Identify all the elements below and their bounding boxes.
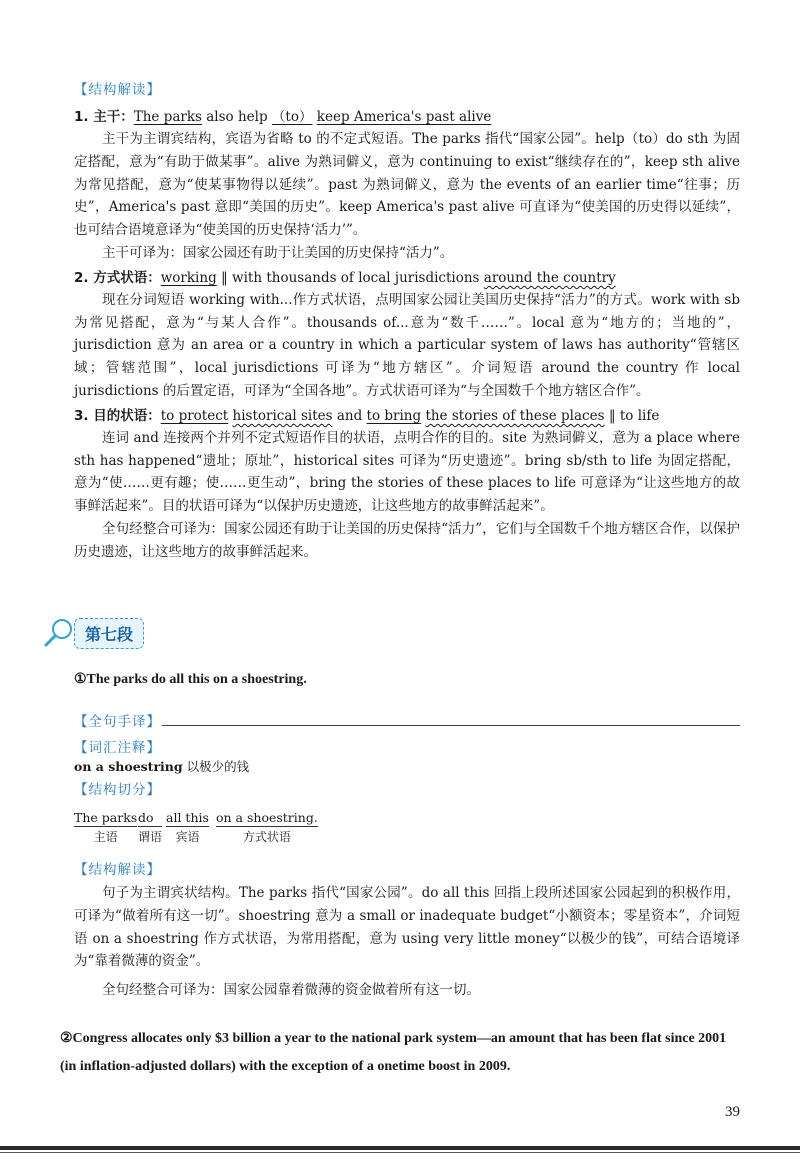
- translation-answer-line[interactable]: [162, 725, 740, 726]
- main-clause-heading: [74, 106, 740, 128]
- purpose-adverbial-heading: [74, 405, 740, 427]
- bring-segment: to bring: [366, 407, 422, 424]
- purpose-adverbial-label: 3. 目的状语：: [74, 407, 161, 424]
- sentence-1-block: [74, 668, 740, 798]
- cut-segment-subject: [74, 810, 137, 845]
- sentence-2-block: [60, 1025, 740, 1081]
- protect-segment: to protect: [160, 407, 229, 424]
- cut-segment-verb: [138, 810, 162, 845]
- sentence-2: ②Congress allocates only $3 billion a year to the national park system—an amount that has been flat since 2001 (in inflation-adjusted dollars) with the exception of a onetime boost in 2009.: [60, 1031, 727, 1074]
- sentence-1-reading-tag: 【结构解读】: [74, 862, 161, 878]
- manner-adverbial-label: 2. 方式状语：: [74, 269, 161, 286]
- vocab-tag: 【词汇注释】: [74, 740, 161, 756]
- structure-reading-block: [74, 78, 740, 564]
- subject-segment: The parks: [133, 109, 202, 125]
- search-icon: [42, 616, 76, 650]
- cut-segment-cn: 主语: [93, 830, 118, 844]
- to-life-segment: ‖ to life: [604, 407, 660, 424]
- with-segment: ‖ with thousands of local jurisdictions: [216, 269, 484, 286]
- cut-segment-object: [166, 810, 209, 845]
- vocab-entry: [74, 756, 740, 778]
- cut-tag: 【结构切分】: [74, 782, 161, 798]
- page-number: 39: [725, 1104, 740, 1120]
- sentence-1-reading: [74, 858, 740, 1002]
- verb-segment: also help: [201, 109, 272, 125]
- sentence-1-full-translation: 全句经整合可译为：国家公园靠着微薄的资金做着所有这一切。: [102, 982, 480, 999]
- sentence-1: ①The parks do all this on a shoestring.: [74, 672, 307, 687]
- cut-segment-cn: 谓语: [138, 830, 163, 844]
- cut-segment-en: all this: [166, 810, 209, 825]
- cut-segment-en: on a shoestring.: [216, 810, 318, 825]
- section-title: 第七段: [74, 618, 144, 649]
- cut-segment-en: The parks: [74, 810, 138, 825]
- to-segment: （to）: [271, 109, 313, 125]
- manner-adverbial-body: 现在分词短语 working with...作方式状语，点明国家公园让美国历史保持“活力”的方式。work with sb 为常见搭配，意为“与某人合作”。thousands of...意为“数千……”。local 意为“地方的；当地的”，jurisdiction 意为 an area or a country in which a particular system of laws has authority“管辖区域；管辖范围”，local jurisdictions 可译为“地方辖区”。介词短语 around the country 作 local jurisdictions 的后置定语，可译为“全国各地”。方式状语可译为“与全国数千个地方辖区合作”。: [74, 291, 740, 399]
- cut-segment-adverbial: [216, 810, 318, 845]
- main-clause-summary: 主干可译为：国家公园还有助于让美国的历史保持“活力”。: [102, 244, 454, 261]
- section-heading: [42, 612, 242, 652]
- manner-adverbial-heading: [74, 267, 740, 289]
- stories-segment: the stories of these places: [425, 407, 605, 424]
- and-segment: and: [332, 407, 367, 424]
- historical-sites-segment: historical sites: [232, 407, 333, 424]
- main-clause-label: 1. 主干：: [74, 109, 134, 125]
- purpose-adverbial-body: 连词 and 连接两个并列不定式短语作目的状语，点明合作的目的。site 为熟词僻义，意为 a place where sth has happened“遗址；原址”，historical sites 可译为“历史遗迹”。bring sb/sth to life 为固定搭配，意为“使……更有趣；使……更生动”，bring the stories of these places to life 可意译为“让这些地方的故事鲜活起来”。目的状语可译为“以保护历史遗迹，让这些地方的故事鲜活起来”。: [74, 429, 740, 515]
- around-segment: around the country: [483, 269, 616, 286]
- footer-rule: [0, 1146, 800, 1150]
- full-translate-tag: 【全句手译】: [74, 714, 161, 730]
- cut-segment-cn: 方式状语: [242, 830, 291, 844]
- structure-reading-tag: 【结构解读】: [74, 82, 161, 98]
- vocab-meaning: 以极少的钱: [182, 759, 250, 774]
- footer-rule-thin: [0, 1152, 800, 1153]
- cut-segment-cn: 宾语: [175, 830, 200, 844]
- vocab-term: on a shoestring: [74, 759, 183, 774]
- object-segment: keep America's past alive: [316, 109, 492, 125]
- main-clause-body: 主干为主谓宾结构，宾语为省略 to 的不定式短语。The parks 指代“国家公园”。help（to）do sth 为固定搭配，意为“有助于做某事”。alive 为熟词僻义，意为 continuing to exist“继续存在的”，keep sth alive 为常见搭配，意为“使某事物得以延续”。past 为熟词僻义，意为 the events of an earlier time“往事；历史”，America's past 意即“美国的历史”。keep America's past alive 可直译为“使美国的历史得以延续”，也可结合语境意译为“使美国的历史保持‘活力’”。: [74, 131, 740, 239]
- sentence-1-reading-body: 句子为主谓宾状结构。The parks 指代“国家公园”。do all this 回指上段所述国家公园起到的积极作用，可译为“做着所有这一切”。shoestring 意为 a small or inadequate budget“小额资本；零星资本”，介词短语 on a shoestring 作方式状语，为常用搭配，意为 using very little money“以极少的钱”，可结合语境译为“靠着微薄的资金”。: [74, 885, 740, 970]
- full-translation: 全句经整合可译为：国家公园还有助于让美国的历史保持“活力”，它们与全国数千个地方辖区合作，以保护历史遗迹，让这些地方的故事鲜活起来。: [74, 520, 740, 560]
- working-segment: working: [160, 269, 217, 286]
- cut-segment-en: do: [138, 810, 162, 827]
